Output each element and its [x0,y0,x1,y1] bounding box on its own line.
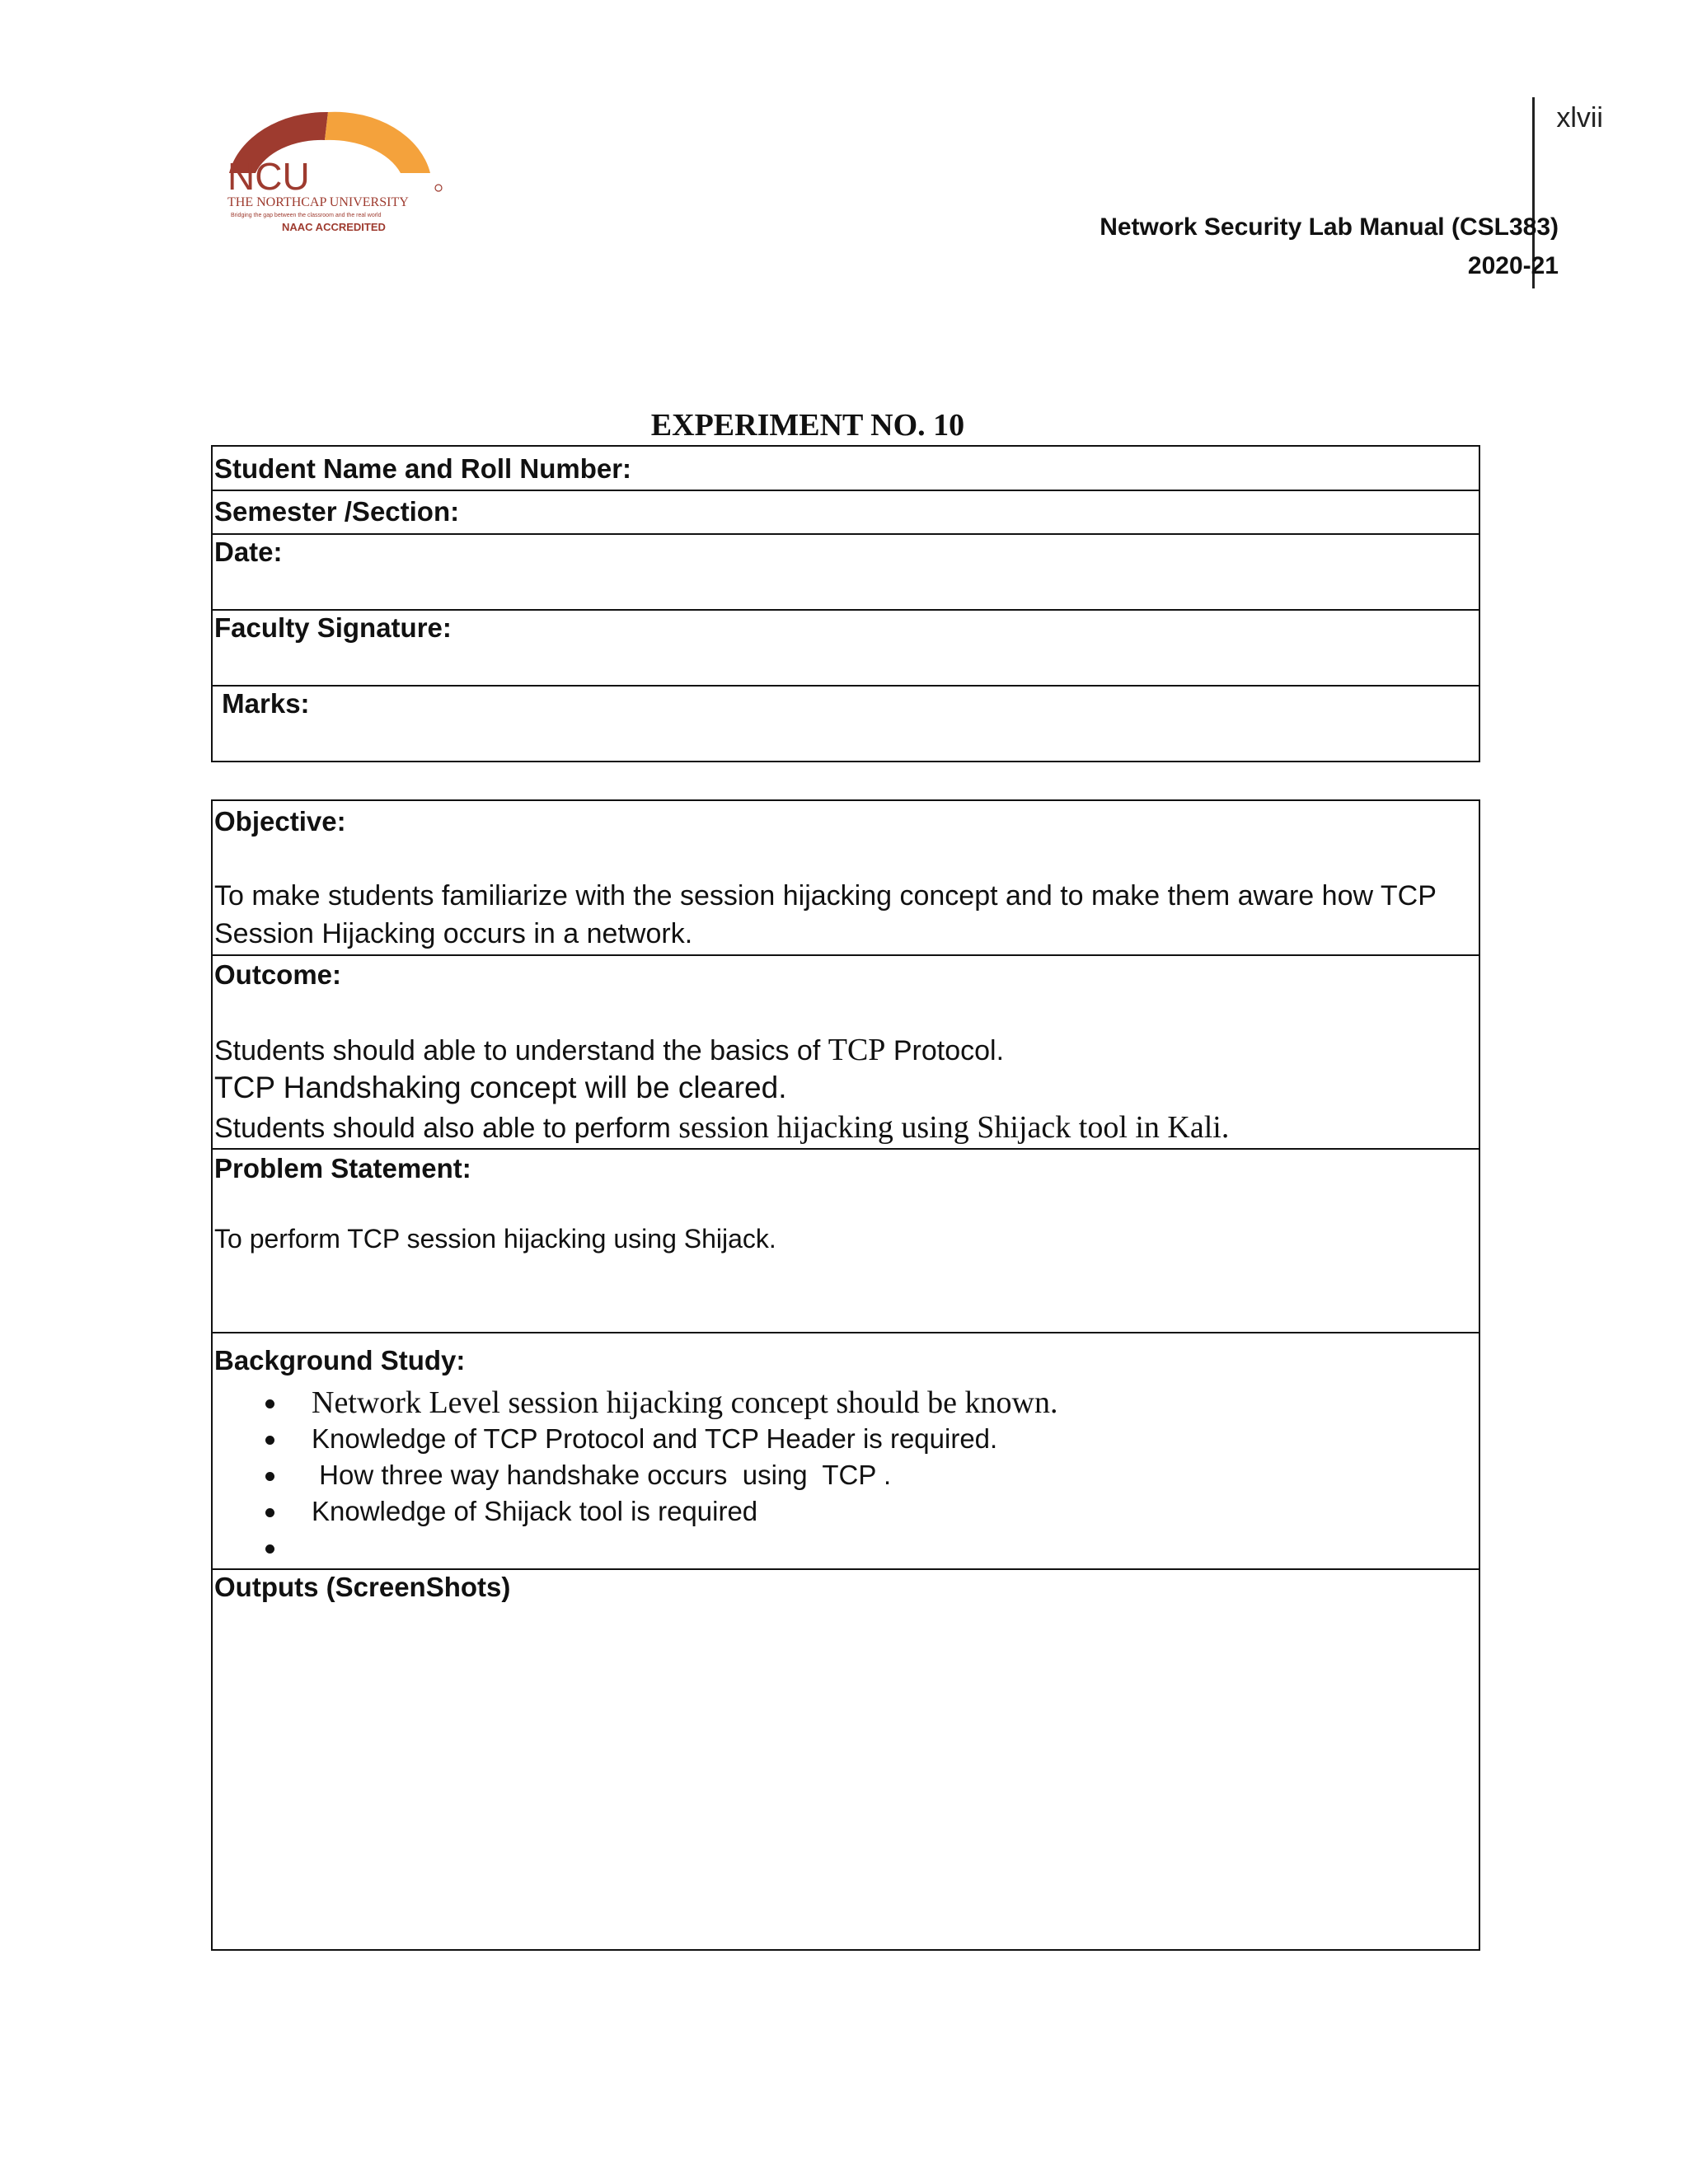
outcome-line-1-end: Protocol. [885,1035,1005,1066]
list-item: How three way handshake occurs using TCP . [213,1457,1057,1493]
page-number: xlvii [1556,102,1603,134]
experiment-title: EXPERIMENT NO. 10 [650,408,965,443]
student-info-table [211,445,1480,762]
outcome-label: Outcome: [214,959,342,990]
manual-year: 2020-21 [1467,251,1559,279]
semester-label: Semester /Section: [214,496,460,527]
list-item [213,1530,1057,1566]
outcome-line-2: TCP Handshaking concept will be cleared. [214,1071,787,1104]
list-item: Knowledge of Shijack tool is required [213,1493,1057,1530]
outcome-line-3 [214,1106,1229,1150]
problem-statement-section [213,1148,1479,1332]
list-item: Network Level session hijacking concept should be known. [213,1385,1057,1421]
objective-label: Objective: [214,806,346,837]
logo-wordmark: NCU [227,155,310,198]
date-row [213,533,1479,609]
experiment-sections-table [211,799,1480,1951]
student-name-label: Student Name and Roll Number: [214,453,632,484]
logo-tagline: Bridging the gap between the classroom and the real world [231,213,382,218]
outputs-label: Outputs (ScreenShots) [214,1572,511,1602]
outcome-section [213,954,1479,1148]
marks-label: Marks: [214,688,310,719]
objective-line-2: Session Hijacking occurs in a network. [214,918,693,949]
date-label: Date: [214,537,283,567]
manual-title-block [1100,209,1559,285]
faculty-signature-row [213,609,1479,685]
logo-university-name: THE NORTHCAP UNIVERSITY [227,195,409,209]
objective-section [213,801,1479,954]
outcome-line-3-start: Students should also able to perform [214,1113,679,1144]
logo-accreditation: NAAC ACCREDITED [282,221,386,233]
problem-statement-text: To perform TCP session hijacking using Shijack. [214,1224,776,1254]
background-study-section [213,1332,1479,1568]
outcome-line-1-tcp: TCP [828,1033,886,1067]
outcome-line-3-end: session hijacking using Shijack tool in Kali. [678,1110,1230,1145]
outputs-section [213,1568,1479,1949]
objective-line-1: To make students familiarize with the session hijacking concept and to make them aware how TCP [214,880,1437,912]
problem-statement-label: Problem Statement: [214,1153,471,1183]
marks-row [213,685,1479,761]
manual-title: Network Security Lab Manual (CSL383) [1100,213,1559,241]
student-name-row [213,447,1479,490]
registered-mark-icon [435,185,442,191]
background-study-label: Background Study: [214,1345,466,1376]
university-logo [223,105,453,241]
background-study-list [213,1385,1057,1566]
faculty-signature-label: Faculty Signature: [214,612,452,643]
logo-arc-icon [223,105,453,241]
semester-row [213,490,1479,533]
list-item: Knowledge of TCP Protocol and TCP Header is required. [213,1421,1057,1457]
outcome-line-1-start: Students should able to understand the basics of [214,1035,828,1066]
